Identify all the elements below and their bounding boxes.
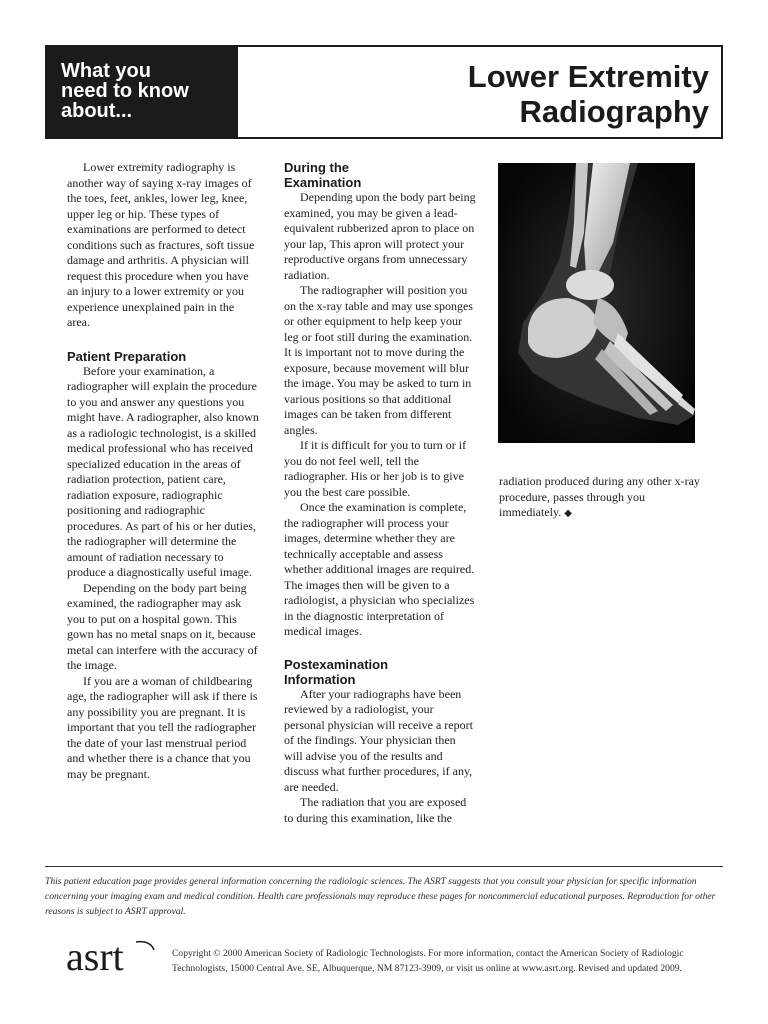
asrt-logo [66, 936, 156, 980]
section-heading-patient-preparation: Patient Preparation [67, 348, 187, 364]
body-paragraph: Once the examination is complete, the radiographer will process your images, determine whether they are technically acceptable and assess whether additional images are required. The images then will be given to a radiologist, a physician who specializes in the diagnostic interpretation of medical images. [284, 500, 475, 638]
logo-wordmark: asrt [66, 936, 124, 979]
tagline-line: need to know [61, 80, 189, 102]
footer-divider [45, 866, 723, 867]
tagline-box [47, 47, 238, 137]
title-line: Radiography [519, 94, 709, 129]
foot-xray-image [498, 163, 695, 443]
document-header [45, 45, 723, 139]
asrt-logo-mark [66, 936, 156, 980]
heading-line: Information [284, 671, 356, 687]
heading-line: Postexamination [284, 656, 389, 672]
heading-line: During the [284, 160, 349, 175]
heading-line: Examination [284, 175, 362, 190]
column-3-text [499, 474, 709, 522]
column-2 [284, 160, 476, 826]
body-paragraph: Before your examination, a radiographer will explain the procedure to you and answer any questions you might have. A radiographer, also known as a radiologic technologist, is a skilled medical professional who has received specialized education in the areas of radiation protection, patient care, radiation exposure, radiographic positioning and radiographic procedures. As part of his or her duties, the radiographer will determine the amount of radiation necessary to produce a diagnostically useful image. [67, 363, 259, 579]
tagline-line: What you [61, 60, 151, 82]
body-paragraph: The radiation that you are exposed to during this examination, like the [284, 795, 467, 825]
body-paragraph: The radiographer will position you on the x-ray table and may use sponges or other equipment to help keep your leg or foot still during the examination. It is important not to move during the exposure, because movement will blur the image. You may be asked to turn in various positions so that additional images can be taken from different angles. [284, 283, 473, 437]
body-paragraph: After your radiographs have been reviewed by a radiologist, your personal physician will receive a report of the findings. Your physician then will advise you of the results and discuss what further procedures, if any, are needed. [284, 686, 473, 794]
body-paragraph: If you are a woman of childbearing age, the radiographer will ask if there is any possibility you are pregnant. It is important that you tell the radiographer the date of your last menstrual period and whether there is a chance that you may be pregnant. [67, 673, 258, 781]
copyright-text: Copyright © 2000 American Society of Radiologic Technologists. For more information, contact the American Society of Radiologic Technologists, 15000 Central Ave. SE, Albuquerque, NM 87123-3909, or visit us online at www.asrt.org. Revised and updated 2009. [172, 948, 684, 974]
body-paragraph: If it is difficult for you to turn or if you do not feel well, tell the radiographer. His or her job is to give you the best care possible. [284, 438, 467, 499]
title-line: Lower Extremity [467, 59, 709, 94]
page-title [468, 59, 709, 129]
continuation-text: radiation produced during any other x-ray procedure, passes through you immediately. [499, 474, 700, 519]
body-paragraph: Depending upon the body part being examined, you may be given a lead-equivalent rubberized apron to place on your lap, This apron will protect your reproductive organs from unnecessary radiation. [284, 190, 476, 282]
tagline-line: about... [61, 100, 133, 122]
body-paragraph: Depending on the body part being examined, the radiographer may ask you to put on a hospital gown. This gown has no metal snaps on it, because metal can interfere with the accuracy of the image. [67, 580, 258, 672]
foot-xray-illustration [498, 163, 695, 443]
column-1 [67, 160, 259, 782]
end-diamond-icon: ◆ [564, 508, 572, 519]
intro-paragraph: Lower extremity radiography is another way of saying x-ray images of the toes, feet, ankles, lower leg, knee, upper leg or hip. These types of examinations are performed to detect conditions such as fractures, soft tissue damage and arthritis. A physician will request this procedure when you have an injury to a lower extremity or you experience unexplained pain in the area. [67, 160, 255, 329]
section-heading-postexamination [284, 657, 476, 687]
section-heading-during-examination [284, 160, 476, 190]
disclaimer-text: This patient education page provides general information concerning the radiologic sciences. The ASRT suggests that you consult your physician for specific information concerning your imaging exam and medical condition. Health care professionals may reproduce these pages for noncommercial educational purposes. Reproduction for other reasons is subject to ASRT approval. [45, 876, 716, 917]
